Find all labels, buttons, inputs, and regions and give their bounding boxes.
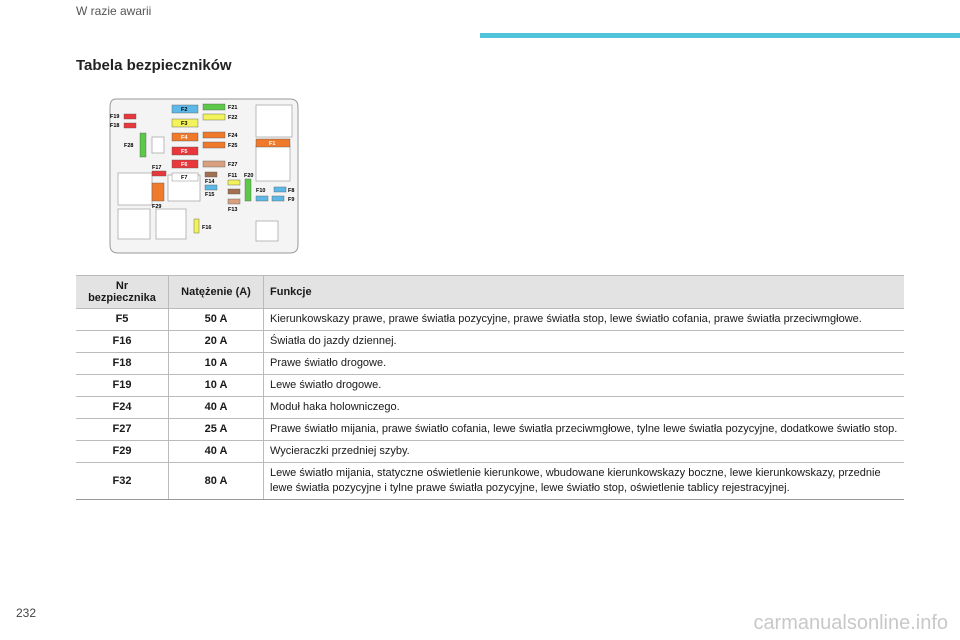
fuse-function: Prawe światło mijania, prawe światło cofania, lewe światła przeciwmgłowe, tylne lewe światła pozycyjne, dodatkowe światło stop. xyxy=(264,419,905,441)
fuse-amperage: 50 A xyxy=(169,309,264,331)
fuse-function: Lewe światło mijania, statyczne oświetlenie kierunkowe, wbudowane kierunkowskazy boczne, lewe kierunkowskazy, przednie lewe światła pozycyjne i tylne prawe światła pozycyjne, lewe światło stop, oświetlenie tablicy rejestracyjnej. xyxy=(264,463,905,500)
fuse-label-f16: F16 xyxy=(202,225,212,231)
fuse-label-f2: F2 xyxy=(181,107,188,113)
fuse-label-f19: F19 xyxy=(110,114,120,120)
fuse-number: F18 xyxy=(76,353,169,375)
fuse-amperage: 10 A xyxy=(169,375,264,397)
fuse-label-f27: F27 xyxy=(228,162,238,168)
fuse-label-f6: F6 xyxy=(181,162,188,168)
fuse-amperage: 20 A xyxy=(169,331,264,353)
fuse-label-f7: F7 xyxy=(181,175,188,181)
fuse-amperage: 25 A xyxy=(169,419,264,441)
fuse-number: F27 xyxy=(76,419,169,441)
fuse-label-f1: F1 xyxy=(269,141,276,147)
fuse-function: Prawe światło drogowe. xyxy=(264,353,905,375)
fuse-label-f10: F10 xyxy=(256,188,266,194)
fuse-label-f15: F15 xyxy=(205,192,215,198)
fuse-label-f24: F24 xyxy=(228,133,238,139)
fuse-label-f11: F11 xyxy=(228,173,238,179)
header-accent-bar xyxy=(480,33,960,38)
fuse-label-f21: F21 xyxy=(228,105,238,111)
table-row xyxy=(76,397,904,419)
fuse-number: F24 xyxy=(76,397,169,419)
table-row xyxy=(76,375,904,397)
fuse-label-f25: F25 xyxy=(228,143,238,149)
fuse-label-f18: F18 xyxy=(110,123,120,129)
fuse-label-f9: F9 xyxy=(288,197,295,203)
watermark: carmanualsonline.info xyxy=(753,612,948,634)
fuse-function: Moduł haka holowniczego. xyxy=(264,397,905,419)
column-header-amperage: Natężenie (A) xyxy=(169,276,264,309)
table-row xyxy=(76,463,904,500)
fuse-table xyxy=(76,275,904,500)
column-header-functions: Funkcje xyxy=(264,276,905,309)
fuse-function: Kierunkowskazy prawe, prawe światła pozycyjne, prawe światła stop, lewe światło cofania, prawe światła przeciwmgłowe. xyxy=(264,309,905,331)
fuse-number: F32 xyxy=(76,463,169,500)
fuse-amperage: 40 A xyxy=(169,397,264,419)
page-title: Tabela bezpieczników xyxy=(76,57,232,74)
fuse-label-f17: F17 xyxy=(152,165,162,171)
fuse-box-diagram xyxy=(106,95,302,260)
fuse-function: Światła do jazdy dziennej. xyxy=(264,331,905,353)
fuse-label-f3: F3 xyxy=(181,121,188,127)
fuse-function: Lewe światło drogowe. xyxy=(264,375,905,397)
fuse-label-f20: F20 xyxy=(244,173,254,179)
table-row xyxy=(76,309,904,331)
fuse-number: F5 xyxy=(76,309,169,331)
column-header-fuse-number: Nr bezpiecznika xyxy=(76,276,169,309)
fuse-amperage: 10 A xyxy=(169,353,264,375)
fuse-label-f13: F13 xyxy=(228,207,238,213)
fuse-label-f4: F4 xyxy=(181,135,188,141)
fuse-label-f14: F14 xyxy=(205,179,215,185)
table-row xyxy=(76,441,904,463)
section-header: W razie awarii xyxy=(76,4,152,18)
fuse-label-f29: F29 xyxy=(152,204,162,210)
fuse-amperage: 40 A xyxy=(169,441,264,463)
table-header-row xyxy=(76,276,904,309)
fuse-function: Wycieraczki przedniej szyby. xyxy=(264,441,905,463)
page-number: 232 xyxy=(16,606,37,620)
table-row xyxy=(76,353,904,375)
fuse-label-f28: F28 xyxy=(124,143,134,149)
fuse-amperage: 80 A xyxy=(169,463,264,500)
fuse-label-f22: F22 xyxy=(228,115,238,121)
fuse-label-f5: F5 xyxy=(181,149,188,155)
fuse-number: F19 xyxy=(76,375,169,397)
fuse-number: F29 xyxy=(76,441,169,463)
fuse-number: F16 xyxy=(76,331,169,353)
fuse-label-f8: F8 xyxy=(288,188,295,194)
table-row xyxy=(76,331,904,353)
table-row xyxy=(76,419,904,441)
